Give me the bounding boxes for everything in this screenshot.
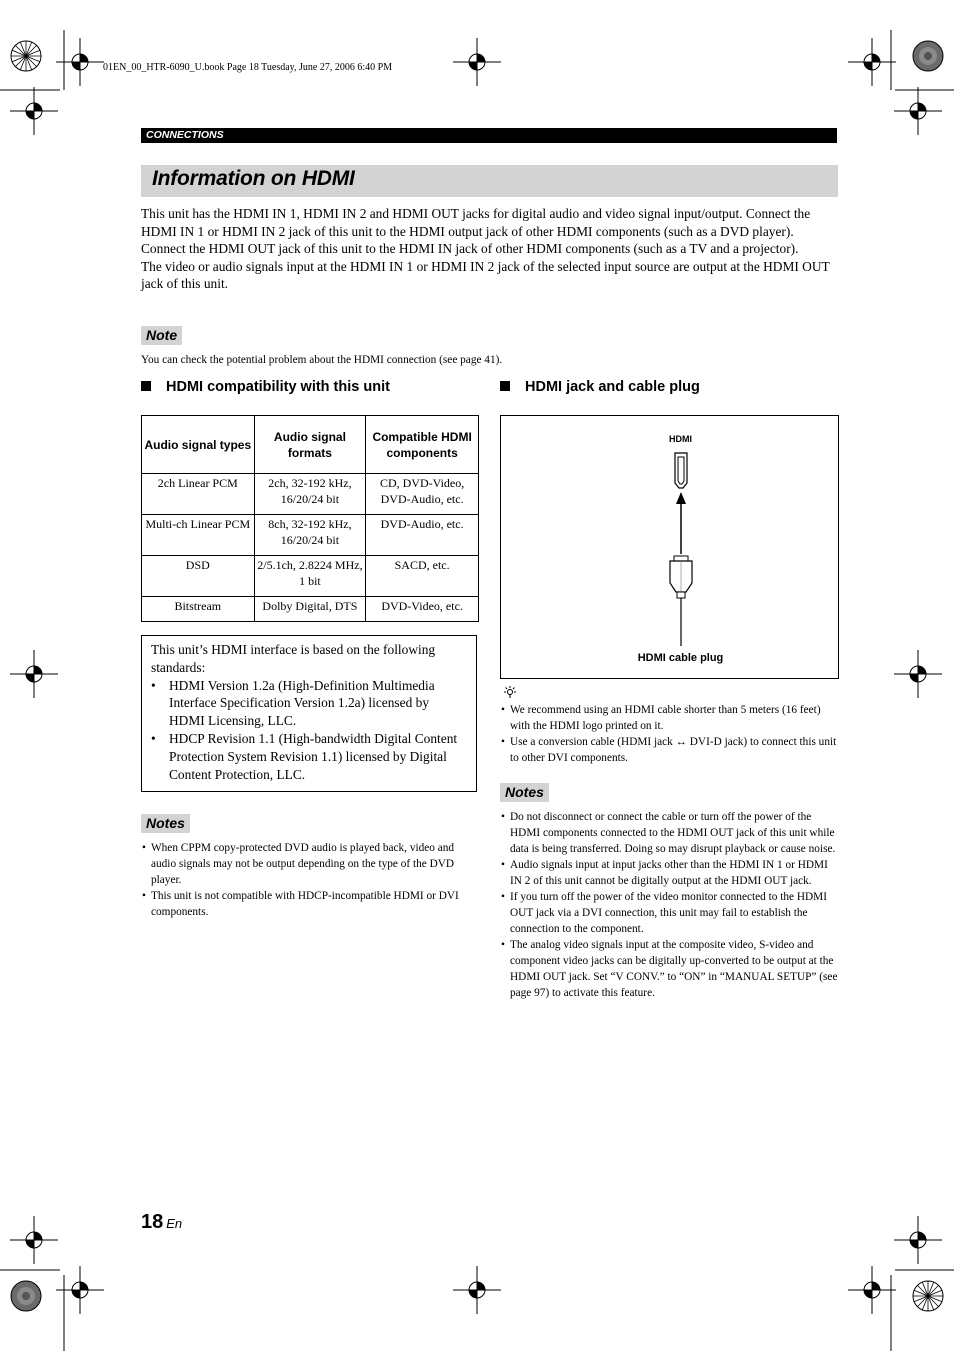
list-item: • When CPPM copy-protected DVD audio is played back, video and audio signals may not be output depending on the type of the DVD player. bbox=[142, 840, 478, 888]
intro-paragraph-2: The video or audio signals input at the HDMI IN 1 or HDMI IN 2 jack of the selected input source are output at the HDMI OUT jack of this unit. bbox=[141, 258, 830, 292]
table-cell: 8ch, 32-192 kHz, 16/20/24 bit bbox=[254, 515, 366, 556]
language-label: En bbox=[166, 1216, 183, 1231]
table-cell: DVD-Audio, etc. bbox=[366, 515, 479, 556]
intro-paragraph-1: This unit has the HDMI IN 1, HDMI IN 2 and HDMI OUT jacks for digital audio and video signal input/output. Connect the HDMI IN 1 or HDMI IN 2 jack of this unit to the HDMI output jack of other HDMI components (such as a DVD player). Connect the HDMI OUT jack of this unit to the HDMI IN jack of other HDMI components (such as a TV and a projector). bbox=[141, 206, 811, 257]
table-header: Audio signal types bbox=[142, 416, 255, 474]
notes-label-right: Notes bbox=[500, 783, 549, 802]
hdmi-diagram bbox=[500, 415, 839, 679]
table-row bbox=[142, 515, 479, 556]
page-title: Information on HDMI bbox=[152, 167, 355, 190]
list-item: • If you turn off the power of the video monitor connected to the HDMI OUT jack via a DVI connection, this unit may fail to establish the connection to the component. bbox=[501, 889, 838, 937]
table-cell: CD, DVD-Video, DVD-Audio, etc. bbox=[366, 474, 479, 515]
note-label: Note bbox=[141, 326, 182, 345]
book-info-line: 01EN_00_HTR-6090_U.book Page 18 Tuesday, June 27, 2006 6:40 PM bbox=[103, 62, 393, 73]
square-bullet-icon bbox=[500, 381, 510, 391]
list-item: • This unit is not compatible with HDCP-incompatible HDMI or DVI components. bbox=[142, 888, 478, 920]
jack-heading: HDMI jack and cable plug bbox=[500, 379, 700, 395]
list-item: • Audio signals input at input jacks other than the HDMI IN 1 or HDMI IN 2 of this unit cannot be digitally output at the HDMI OUT jack. bbox=[501, 857, 838, 889]
table-cell: Multi-ch Linear PCM bbox=[142, 515, 255, 556]
notes-label-left: Notes bbox=[141, 814, 190, 833]
compat-heading: HDMI compatibility with this unit bbox=[141, 379, 390, 395]
list-item: • HDMI Version 1.2a (High-Definition Multimedia Interface Specification Version 1.2a) licensed by HDMI Licensing, LLC. bbox=[151, 677, 467, 730]
lightbulb-icon bbox=[502, 686, 518, 698]
table-row bbox=[142, 597, 479, 622]
notes-list-right bbox=[501, 809, 838, 1001]
standards-intro: This unit’s HDMI interface is based on the following standards: bbox=[151, 642, 436, 675]
hdmi-plug-label: HDMI cable plug bbox=[637, 652, 724, 664]
table-row bbox=[142, 474, 479, 515]
hdmi-jack-label: HDMI bbox=[669, 434, 692, 444]
standards-box bbox=[141, 635, 477, 792]
table-cell: 2/5.1ch, 2.8224 MHz, 1 bit bbox=[254, 556, 366, 597]
intro-text bbox=[141, 205, 838, 293]
table-cell: 2ch Linear PCM bbox=[142, 474, 255, 515]
list-item: • We recommend using an HDMI cable shorter than 5 meters (16 feet) with the HDMI logo printed on it. bbox=[501, 702, 838, 734]
table-cell: DSD bbox=[142, 556, 255, 597]
table-header: Audio signal formats bbox=[254, 416, 366, 474]
page-number: 18 En bbox=[141, 1211, 183, 1233]
compat-table bbox=[141, 415, 479, 622]
section-label: CONNECTIONS bbox=[146, 129, 224, 141]
square-bullet-icon bbox=[141, 381, 151, 391]
table-cell: Dolby Digital, DTS bbox=[254, 597, 366, 622]
hdmi-jack-plug-icon bbox=[641, 448, 721, 648]
table-cell: DVD-Video, etc. bbox=[366, 597, 479, 622]
table-cell: Bitstream bbox=[142, 597, 255, 622]
list-item: • Do not disconnect or connect the cable or turn off the power of the HDMI components connected to the HDMI OUT jack of this unit while data is being transferred. Doing so may disrupt playback or cause noise. bbox=[501, 809, 838, 857]
table-cell: 2ch, 32-192 kHz, 16/20/24 bit bbox=[254, 474, 366, 515]
section-header bbox=[141, 128, 837, 143]
table-row bbox=[142, 556, 479, 597]
table-header: Compatible HDMI components bbox=[366, 416, 479, 474]
list-item: • The analog video signals input at the composite video, S-video and component video jacks can be digitally up-converted to be output at the HDMI OUT jack. Set “V CONV.” to “ON” in “MANUAL SETUP” (see page 97) to activate this feature. bbox=[501, 937, 838, 1001]
title-bar bbox=[141, 165, 838, 197]
tips-list bbox=[501, 702, 838, 766]
note-text: You can check the potential problem about the HDMI connection (see page 41). bbox=[141, 354, 503, 366]
notes-list-left bbox=[142, 840, 478, 920]
standards-list bbox=[151, 677, 467, 784]
list-item: • Use a conversion cable (HDMI jack ↔ DVI-D jack) to connect this unit to other DVI components. bbox=[501, 734, 838, 766]
table-cell: SACD, etc. bbox=[366, 556, 479, 597]
list-item: • HDCP Revision 1.1 (High-bandwidth Digital Content Protection System Revision 1.1) licensed by Digital Content Protection, LLC. bbox=[151, 730, 467, 783]
table-header-row bbox=[142, 416, 479, 474]
